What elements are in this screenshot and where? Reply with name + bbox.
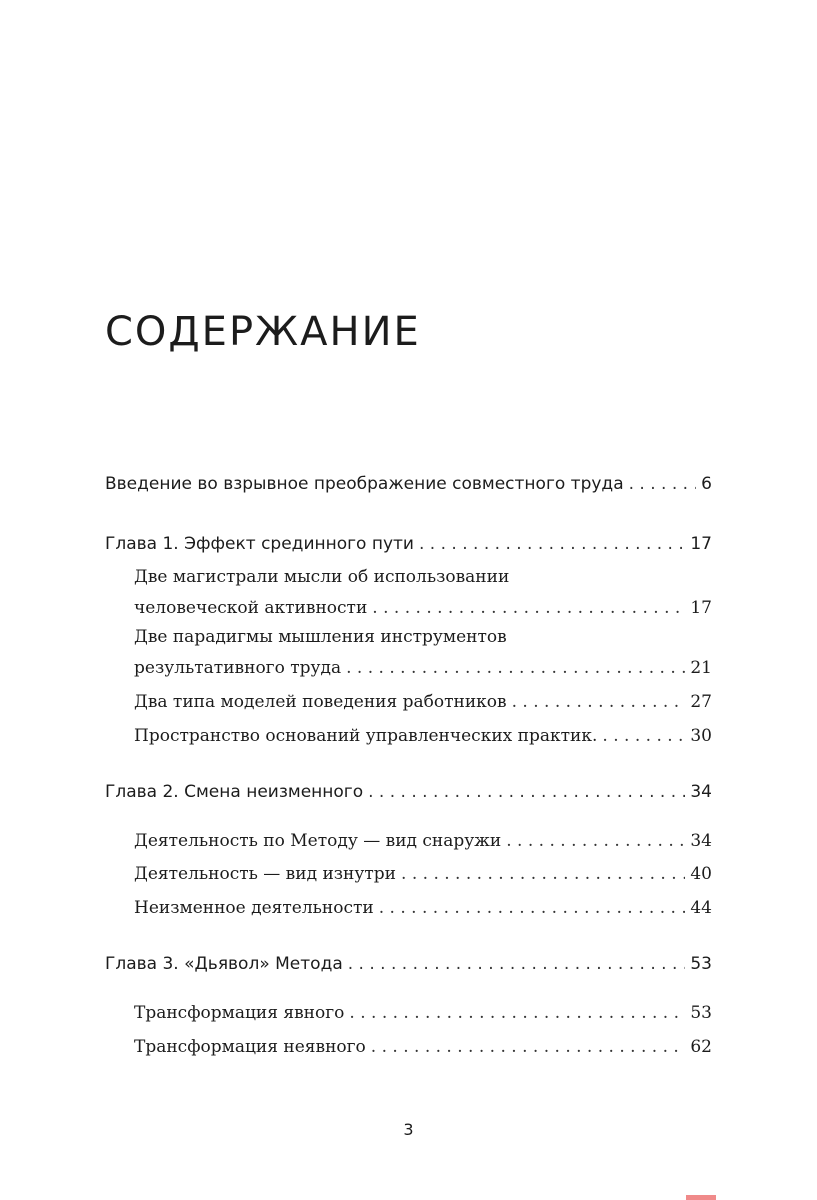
toc-entry-title: Пространство оснований управленческих практик. [134,726,598,746]
toc-entry-chapter-1[interactable] [105,534,712,554]
toc-page-number: 53 [690,954,712,974]
dot-leader [506,831,685,851]
toc-entry-title-line-1: Две магистрали мысли об использовании [134,567,510,587]
toc-entry-section[interactable] [134,864,712,884]
toc-entry-title-line-1: Две парадигмы мышления инструментов [134,627,507,647]
toc-entry-section[interactable] [134,1037,712,1057]
toc-page-number: 27 [690,692,712,712]
toc-entry-chapter-2[interactable] [105,782,712,802]
toc-entry-title: результативного труда [134,658,342,678]
toc-entry-title: Глава 3. «Дьявол» Метода [105,954,343,974]
toc-page-number: 53 [690,1003,712,1023]
toc-page-number: 44 [690,898,712,918]
toc-entry-title: Глава 1. Эффект срединного пути [105,534,414,554]
toc-entry-section[interactable] [134,726,712,746]
toc-entry-chapter-3[interactable] [105,954,712,974]
toc-entry-section[interactable] [134,831,712,851]
toc-entry-title: Два типа моделей поведения работников [134,692,507,712]
page-title: СОДЕРЖАНИЕ [105,309,421,355]
toc-page-number: 34 [690,782,712,802]
toc-entry-title: Деятельность по Методу — вид снаружи [134,831,502,851]
dot-leader [372,598,685,618]
dot-leader [512,692,686,712]
dot-leader [379,898,686,918]
dot-leader [401,864,685,884]
toc-entry-title: Введение во взрывное преображение совместного труда [105,474,624,494]
toc-entry-title: Деятельность — вид изнутри [134,864,397,884]
toc-page-number: 34 [690,831,712,851]
toc-page-number: 40 [690,864,712,884]
toc-entry-introduction[interactable] [105,474,712,494]
toc-entry-section[interactable] [134,567,712,618]
toc-page-number: 6 [701,474,712,494]
toc-page-number: 21 [690,658,712,678]
dot-leader [349,1003,685,1023]
toc-page-number: 30 [690,726,712,746]
dot-leader [368,782,685,802]
dot-leader [348,954,686,974]
toc-page-number: 17 [690,598,712,618]
toc-page-number: 17 [690,534,712,554]
toc-entry-section[interactable] [134,898,712,918]
toc-entry-title: Трансформация явного [134,1003,345,1023]
dot-leader [419,534,685,554]
toc-page-number: 62 [690,1037,712,1057]
page-number: 3 [403,1120,414,1139]
dot-leader [346,658,685,678]
corner-mark [686,1195,716,1200]
toc-entry-section[interactable] [134,1003,712,1023]
toc-entry-section[interactable] [134,692,712,712]
toc-entry-section[interactable] [134,627,712,678]
dot-leader [602,726,685,746]
toc-entry-title: Глава 2. Смена неизменного [105,782,364,802]
toc-entry-title: человеческой активности [134,598,368,618]
dot-leader [629,474,697,494]
dot-leader [371,1037,686,1057]
toc-entry-title: Неизменное деятельности [134,898,374,918]
toc-entry-title: Трансформация неявного [134,1037,366,1057]
